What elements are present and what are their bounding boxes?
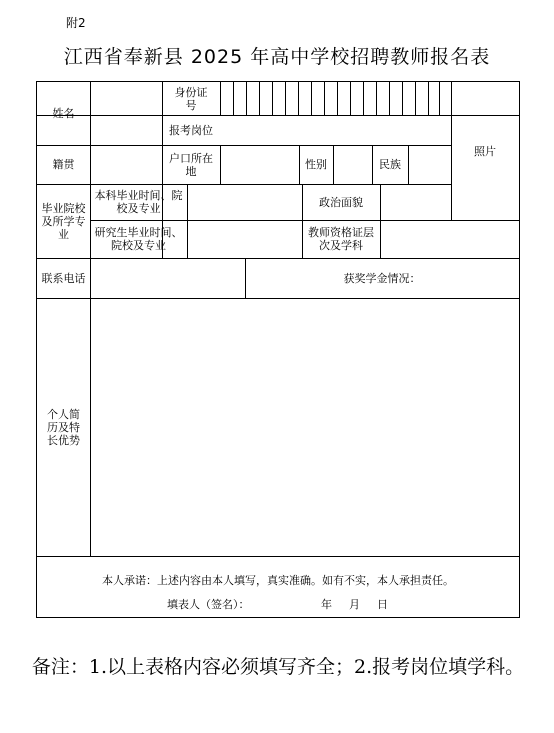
name-label: 姓名: [52, 107, 75, 120]
column-divider: [408, 145, 409, 184]
id-digit-box: [285, 82, 286, 115]
undergrad-label: 本科毕业时间、院校及专业: [94, 189, 183, 215]
position-label: 报考岗位: [169, 123, 213, 137]
column-divider: [90, 82, 91, 556]
phone-label: 联系电话: [41, 271, 86, 285]
row-divider: [37, 115, 519, 116]
id-digit-box: [402, 82, 403, 115]
native-place-label: 籍贯: [52, 158, 75, 171]
row-divider: [37, 298, 519, 299]
row-divider: [37, 556, 519, 557]
id-number-label: 身份证号: [174, 85, 208, 112]
id-digit-box: [246, 82, 247, 115]
id-digit-box: [311, 82, 312, 115]
id-digit-box: [389, 82, 390, 115]
column-divider: [380, 184, 381, 258]
school-major-label: 毕业院校及所学专业: [41, 201, 86, 241]
hukou-label: 户口所在地: [169, 151, 213, 178]
page-title: 江西省奉新县 2025 年高中学校招聘教师报名表: [63, 46, 491, 68]
postgrad-label: 研究生毕业时间、院校及专业: [94, 226, 183, 252]
id-digit-box: [272, 82, 273, 115]
column-divider: [333, 145, 334, 184]
attachment-label: 附2: [66, 16, 86, 30]
ethnicity-label: 民族: [379, 158, 401, 171]
id-digit-box: [298, 82, 299, 115]
awards-label: 获奖学金情况：: [343, 271, 421, 285]
signature-year: 年: [321, 598, 332, 611]
signature-month: 月: [349, 598, 360, 611]
id-digit-box: [350, 82, 351, 115]
photo-label: 照片: [474, 145, 496, 158]
registration-form: [36, 81, 520, 618]
id-digit-box: [259, 82, 260, 115]
resume-label: 个人简历及特长优势: [47, 407, 80, 447]
id-digit-box: [439, 82, 440, 115]
signature-label: 填表人（签名）：: [167, 598, 250, 611]
gender-label: 性别: [305, 158, 327, 171]
footnote: 备注：1.以上表格内容必须填写齐全；2.报考岗位填学科。: [31, 656, 525, 678]
teacher-cert-label: 教师资格证层次及学科: [308, 226, 374, 252]
id-digit-box: [337, 82, 338, 115]
political-label: 政治面貌: [319, 195, 363, 209]
column-divider: [220, 82, 221, 115]
column-divider: [187, 184, 188, 258]
id-digit-box: [428, 82, 429, 115]
id-digit-box: [233, 82, 234, 115]
id-digit-box: [324, 82, 325, 115]
commitment-statement: 本人承诺：上述内容由本人填写，真实准确。如有不实，本人承担责任。: [102, 574, 454, 587]
signature-day: 日: [377, 598, 388, 611]
column-divider: [220, 145, 221, 184]
id-digit-box: [376, 82, 377, 115]
id-digit-box: [363, 82, 364, 115]
id-digit-box: [415, 82, 416, 115]
